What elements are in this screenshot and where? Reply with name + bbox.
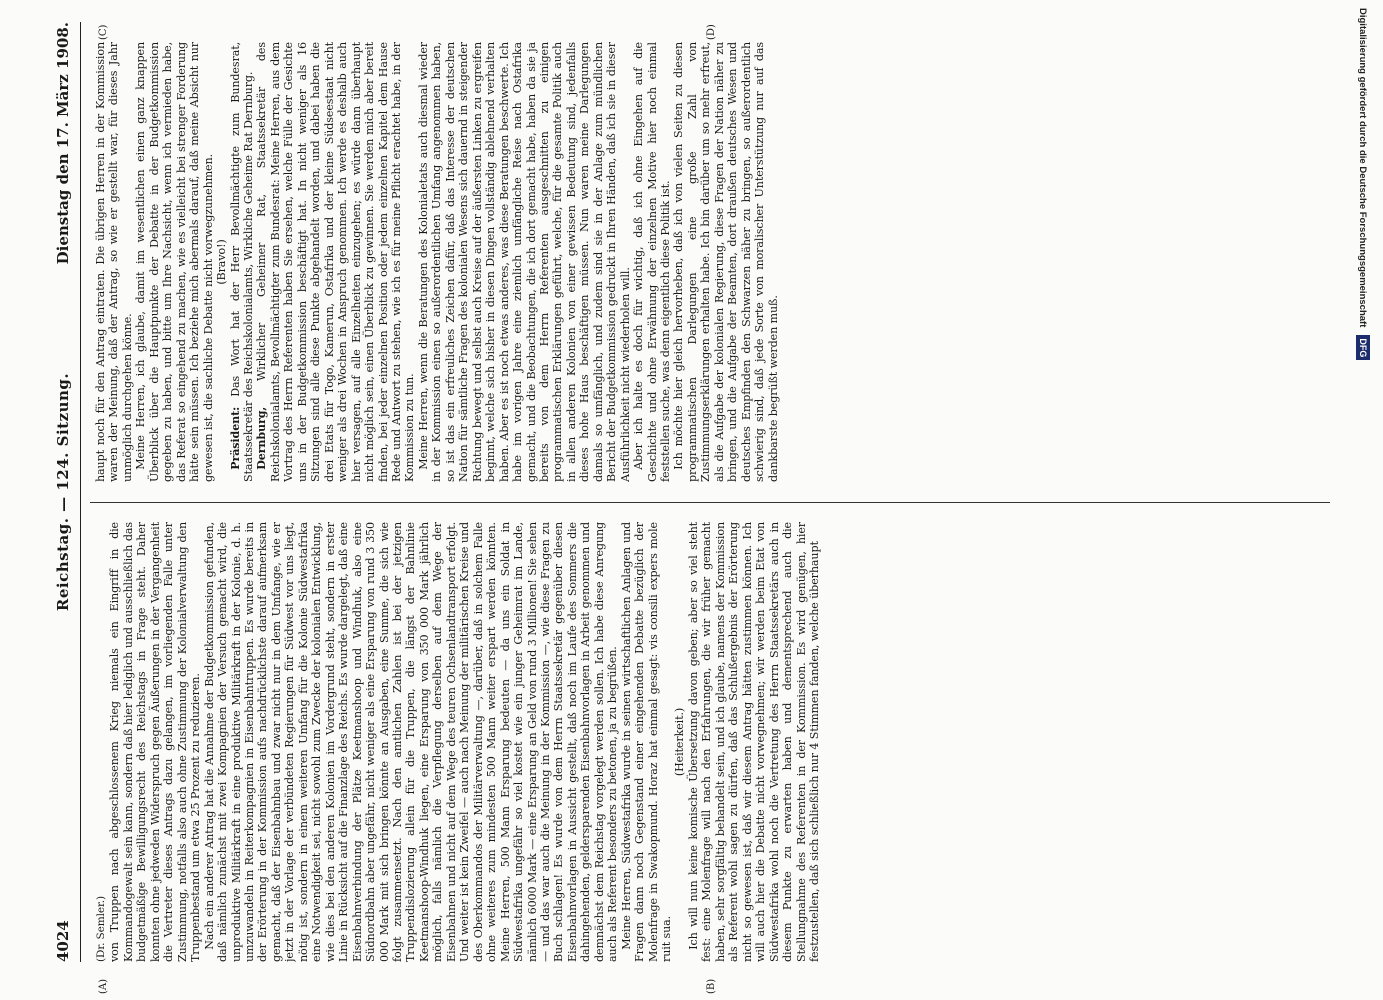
rotated-content xyxy=(46,22,1336,994)
page-number: 4024 xyxy=(54,920,72,962)
interjection-laughter: (Heiterkeit.) xyxy=(673,707,687,777)
right-paragraph-2: Meine Herren, ich glaube, damit im wesentlichen einen ganz knappen Überblick über die Hauptpunkte der Debatte in der Budgetkommission gegeben zu haben, und bitte um Ihre Nachsicht, wenn ich vermieden habe, das Referat so eingehend zu machen, wie es vielleicht bei strenger Forderung hätte sein müssen. Ich beziehe mich abermals darauf, daß meine Absicht nur gewesen ist, die sachliche Debatte nicht vorwegzunehmen. xyxy=(134,42,215,482)
margin-mark-c: (C) xyxy=(98,24,109,40)
president-text: Das Wort hat der Herr Bevollmächtigte zum Bundesrat, Staatssekretär des Reichskolonialamts, Wirkliche Geheime Rat Dernburg. xyxy=(228,42,255,482)
left-paragraph-2: Nach ein anderer Antrag hat die Annahme der Budgetkommission gefunden, daß nämlich zunächst mit zwei Kompagnien der Versuch gemacht wird, die unproduktive Militärkraft in eine produktive Militärkraft in der Kolonie, d. h. umzuwandeln in Reiterkompagnien in Eisenbahntruppen. Es wurde bereits in der Erörterung in der Kommission aufs nachdrücklichste darauf aufmerksam gemacht, daß der Eisenbahnbau und zwar nicht nur in dem Umfange, wie er jetzt in der Vorlage der verbündeten Regierungen für Südwest vor uns liegt, nötig ist, sondern in einem weiteren Umfang für die Kolonie Südwestafrika eine Notwendigkeit sei, nicht sowohl zum Zwecke der kolonialen Entwicklung, wie dies bei den anderen Kolonien im Vordergrund steht, sondern in erster Linie in Rücksicht auf die Finanzlage des Reichs. Es wurde dargelegt, daß eine Eisenbahnverbindung der Plätze Keetmanshoop und Windhuk, also eine Südnordbahn aber ungefähr, nicht weniger als eine Ersparung von rund 3 350 000 Mark mit sich bringen könnte an Ausgaben, eine Summe, die sich wie folgt zusammensetzt. Nach den amtlichen Zahlen ist bei der jetzigen Truppendislozierung allein für die Truppen, die längst der Bahnlinie Keetmanshoop-Windhuk liegen, eine Ersparung von 350 000 Mark jährlich möglich, falls nämlich die Verpflegung derselben auf dem Wege der Eisenbahnen und nicht auf dem Wege des teuren Ochsenlandtransport erfolgt. Und weiter ist kein Zweifel — auch nach Meinung der militärischen Kreise und des Oberkommandos der Militärverwaltung —, darüber, daß in solchem Falle ohne weiteres zum mindesten 500 Mann weiter erspart werden könnten. Meine Herren, 500 Mann Ersparung bedeuten — da uns ein Soldat in Südwestafrika ungefähr so viel kostet wie ein junger Geheimrat im Lande, nämlich 6000 Mark — eine Ersparung an Geld von rund 3 Millionen! Sie sehen — und das war auch die Meinung in der Kommission —, wie diese Fragen zu Buch schlagen! Es wurde von dem Herrn Staatssekretär gegenüber diesen Eisenbahnvorlagen in Aussicht gestellt, daß noch im Laufe des Sommers die dahingehenden, geldersparenden Eisenbahnvorlagen in Arbeit genommen und demnächst dem Reichstag vorgelegt werden sollen. Ich habe diese Anregung auch als Referent besonders zu betonen, ja zu begrüßen. xyxy=(202,522,620,962)
column-divider xyxy=(90,502,1330,503)
right-paragraph-3: Meine Herren, wenn die Beratungen des Kolonialetats auch diesmal wieder in der Kommission einen so außerordentlichen Umfang angenommen haben, so ist das ein erfreuliches Zeichen dafür, daß das Interesse der deutschen Nation für sämtliche Fragen des kolonialen Wesens sich dauernd in steigender Richtung bewegt und selbst auch Kreise auf der äußersten Linken zu ergreifen beginnt, welche sich bisher in diesen Dingen vollständig ablehnend verhalten haben. Aber es ist noch etwas anderes, was diese Beratungen beschwerte. Ich habe im vorigen Jahre eine ziemlich umfängliche Reise nach Ostafrika gemacht, und die Beobachtungen, die ich dort gemacht habe, haben da sie ja bereits von dem Herrn Referenten ausgeschnitten zu einigen programmatischen Erklärungen geführt, welche, für die gesamte Politik auch in allen anderen Kolonien von einer gewissen Bedeutung sind, jedenfalls dieses hohe Haus beschäftigen müssen. Nun waren meine Darlegungen damals so umfänglich, und zudem sind sie in der Anlage zum mündlichen Bericht der Budgetkommission gedruckt in Ihren Händen, daß ich sie in dieser Ausführlichkeit nicht wiederholen will. xyxy=(416,42,632,482)
right-paragraph-1: haupt noch für den Antrag eintraten. Die übrigen Herren in der Kommission waren der Meinung, daß der Antrag, so wie er gestellt war, für dieses Jahr unmöglich durchgehen könne. xyxy=(94,42,134,482)
right-column xyxy=(94,42,1324,482)
margin-mark-b: (B) xyxy=(706,978,717,994)
credit-text: Digitalisierung gefördert durch die Deutsche Forschungsgemeinschaft xyxy=(1357,8,1368,328)
left-paragraph-3-text: Meine Herren, Südwestafrika wurde in seinen wirtschaftlichen Anlagen und Fragen dann noch Gegenstand einer eingehenden Debatte bezüglich der Molenfrage in Swakopmund. Horaz hat einmal gesagt: xyxy=(619,522,660,962)
left-paragraph-4: Ich will nun keine komische Übersetzung davon geben; aber so viel steht fest: eine Molenfrage will nach den Erfahrungen, die wir früher gemacht haben, sehr sorgfältig behandelt sein, und ich glaube, namens der Kommission als Referent wohl sagen zu dürfen, daß das Schlußergebnis der Erörterung nicht so gewesen ist, daß wir diesem Antrag hätten zustimmen können. Ich will auch hier die Debatte nicht vorwegnehmen; wir werden beim Etat von Südwestafrika wohl noch die Vertretung des Herrn Staatssekretärs auch in diesem Punkte zu erwarten haben und dementsprechend auch die Stellungnahme des Referenten in der Kommission. Es wird genügen, hier festzustellen, daß sich schließlich nur 4 Stimmen fanden, welche überhaupt xyxy=(686,522,822,962)
dernburg-intro: Wirklicher Geheimer Rat, Staatssekretär des Reichskolonialamts, Bevollmächtigter zum Bundesrat: Meine Herren, aus dem Vortrag des Herrn Referenten haben Sie ersehen, welche Fülle der Gesichte uns in der Budgetkommission beschäftigt hat. In nicht weniger als 16 Sitzungen sind alle diese Punkte abgehandelt worden, und dabei haben die drei Etats für Togo, Kamerun, Ostafrika und der kleine Südseestaat nicht weniger als drei Wochen in Anspruch genommen. Ich werde es deshalb auch hier versagen, auf alle Einzelheiten einzugehen; es würde dann überhaupt nicht möglich sein, einen Überblick zu gewinnen. Sie werden mich aber bereit finden, bei jeder einzelnen Position oder jedem einzelnen Kapitel dem Hause Rede und Antwort zu stehen, wie ich es für meine Pflicht erachtet habe, in der Kommission zu tun. xyxy=(255,42,417,482)
left-column xyxy=(94,522,1324,962)
right-paragraph-4: Aber ich halte es doch für wichtig, daß ich ohne Eingehen auf die Geschichte und ohne Erwähnung der einzelnen Motive hier noch einmal feststellen suche, was denn eigentlich diese Politik ist. xyxy=(632,42,673,482)
latin-quote: vis consili expers mole ruit sua. xyxy=(646,522,674,962)
dfg-logo: DFG xyxy=(1356,335,1370,360)
page-header xyxy=(46,22,81,962)
dernburg-statement xyxy=(255,42,416,482)
dernburg-label: Dernburg, xyxy=(255,406,269,470)
left-paragraph-3 xyxy=(620,522,674,962)
session-title: Reichstag. — 124. Sitzung. xyxy=(54,372,72,612)
right-paragraph-5: Ich möchte hier gleich hervorheben, daß ich von vielen Seiten zu diesen programmatischen Darlegungen eine große Zahl von Zustimmungserklärungen erhalten habe. Ich bin darüber um so mehr erfreut, als die Aufgabe der kolonialen Regierung, diese Fragen der Nation näher zu bringen, und die Aufgabe der Beamten, dort draußen deutsches Wesen und deutsches Empfinden den Schwarzen näher zu bringen, so außerordentlich schwierig sind, daß jede Sorte von moralischer Unterstützung nur auf das dankbarste begrüßt werden muß. xyxy=(672,42,780,482)
margin-mark-d: (D) xyxy=(706,24,717,40)
interjection-bravo: (Bravo!) xyxy=(215,239,229,285)
margin-mark-a: (A) xyxy=(98,978,109,994)
digitization-credit xyxy=(1350,8,1374,992)
session-date: Dienstag den 17. März 1908. xyxy=(54,22,72,265)
left-paragraph-1: von Truppen nach abgeschlossenem Krieg niemals ein Eingriff in die Kommandogewalt sein kann, sondern daß hier lediglich und ausschließlich das budgetmäßige Bewilligungsrecht des Reichstags in Frage steht. Daher konnten ohne jedweden Widerspruch gegen Äußerungen in der Vergangenheit die Vertreter dieses Antrags dazu gelangen, im vorliegenden Falle unter Zustimmung, notfalls also auch ohne Zustimmung der Kolonialverwaltung den Truppenbestand um etwa 25 Prozent zu reduzieren. xyxy=(108,522,203,962)
president-statement xyxy=(229,42,256,482)
president-label: Präsident: xyxy=(228,406,242,470)
speaker-tag: (Dr. Semler.) xyxy=(95,896,107,962)
